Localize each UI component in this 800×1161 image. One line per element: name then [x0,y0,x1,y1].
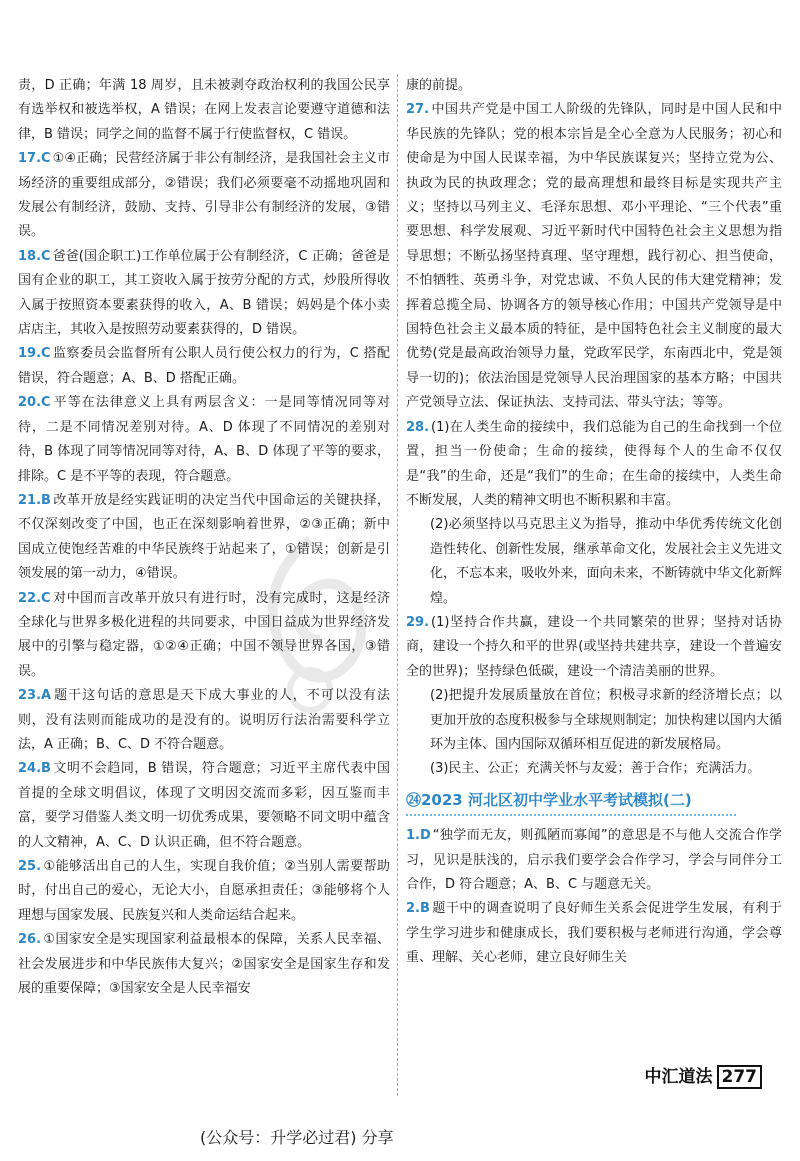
answer-item [406,416,782,514]
answer-item [406,513,782,611]
section-title: ㉔2023 河北区初中学业水平考试模拟(二) [406,788,736,816]
answer-text: 平等在法律意义上具有两层含义：一是同等情况同等对待，二是不同情况差别对待。A、D 体现了不同情况的差别对待，B 体现了同等情况同等对待，A、B、D 体现了平等的要求，排除。C 是不平等的表现，符合题意。 [18,395,390,484]
answer-item [406,611,782,684]
answer-number: 26. [18,932,42,948]
answer-item [18,147,390,245]
answer-text: 监察委员会监督所有公职人员行使公权力的行为，C 搭配错误，符合题意；A、B、D 搭配正确。 [18,346,390,386]
answer-item [406,98,782,415]
answer-item [18,489,390,587]
answer-text: (1)坚持合作共赢，建设一个共同繁荣的世界；坚持对话协商，建设一个持久和平的世界(或坚持共建共享，建设一个普遍安全的世界)；坚持绿色低碳，建设一个清洁美丽的世界。 [406,614,782,679]
answer-text: 中国共产党是中国工人阶级的先锋队，同时是中国人民和中华民族的先锋队；党的根本宗旨是全心全意为人民服务；初心和使命是为中国人民谋幸福，为中华民族谋复兴；坚持立党为公、执政为民的执政理念；党的最高理想和最终目标是实现共产主义；坚持以马列主义、毛泽东思想、邓小平理论、“三个代表”重要思想、科学发展观、习近平新时代中国特色社会主义思想为指导思想；不断弘扬坚持真理、坚守理想，践行初心、担当使命，不怕牺牲、英勇斗争，对党忠诚、不负人民的伟大建党精神；发挥着总揽全局、协调各方的领导核心作用；中国共产党领导是中国特色社会主义最本质的特征，是中国特色社会主义制度的最大优势(党是最高政治领导力量，党政军民学，东南西北中，党是领导一切的)；依法治国是党领导人民治理国家的基本方略；中国共产党领导立法、保证执法、支持司法、带头守法；等等。 [406,102,782,411]
answer-item [18,928,390,1001]
answer-item [18,684,390,757]
answer-text: 责，D 正确；年满 18 周岁，且未被剥夺政治权利的我国公民享有选举权和被选举权，A 错误；在网上发表言论要遵守道德和法律，B 错误；同学之间的监督不属于行使监督权，C 错误。 [18,78,390,142]
answer-number: 25. [18,859,42,874]
answer-number: 24.B [18,761,51,777]
answer-number: 22.C [18,590,51,606]
answer-item [406,757,782,781]
answer-number: 21.B [18,492,51,508]
answer-item [406,684,782,757]
answer-text: 题干中的调查说明了良好师生关系会促进学生发展，有利于学生学习进步和健康成长，我们要积极与老师进行沟通，学会尊重、理解、关心老师，建立良好师生关 [406,901,782,966]
footer-brand [645,1062,763,1087]
answer-text: 改革开放是经实践证明的决定当代中国命运的关键抉择，不仅深刻改变了中国，也正在深刻影响着世界，②③正确；新中国成立使饱经苦难的中华民族终于站起来了，①错误；创新是引领发展的第一动力，④错误。 [18,492,390,582]
answer-text: “独学而无友，则孤陋而寡闻”的意思是不与他人交流合作学习，见识是肤浅的，启示我们要学会合作学习，学会与同伴分工合作，D 符合题意；A、B、C 与题意无关。 [406,828,782,892]
answer-number: 17.C [18,151,51,167]
answer-number: 29. [406,614,430,630]
answer-item [18,74,390,147]
answer-number: 19.C [18,346,51,362]
answer-number: 2.B [406,901,430,917]
page-number: 277 [717,1065,763,1089]
answer-text: ①能够活出自己的人生，实现自我价值；②当别人需要帮助时，付出自己的爱心，无论大小，自愿承担责任；③能够将个人理想与国家发展、民族复兴和人类命运结合起来。 [18,859,390,923]
answer-text: 题干这句话的意思是天下成大事业的人，不可以没有法则，没有法则而能成功的是没有的。说明厉行法治需要科学立法，A 正确；B、C、D 不符合题意。 [18,688,390,752]
answer-number: 1.D [406,828,431,844]
left-column [18,74,390,1001]
answer-text: 对中国而言改革开放只有进行时，没有完成时，这是经济全球化与世界多极化进程的共同要求，中国日益成为世界经济发展中的引擎与稳定器，①②④正确；中国不领导世界各国，③错误。 [18,590,390,679]
right-column [406,74,782,971]
answer-number: 20.C [18,395,51,411]
column-divider [397,74,398,1096]
answer-number: 23.A [18,688,52,704]
answer-item [18,757,390,855]
answer-text: (2)必须坚持以马克思主义为指导，推动中华优秀传统文化创造性转化、创新性发展，继承革命文化，发展社会主义先进文化，不忘本来，吸收外来，面向未来，不断铸就中华文化新辉煌。 [430,517,782,606]
answer-item [18,342,390,391]
answer-text: ①④正确；民营经济属于非公有制经济，是我国社会主义市场经济的重要组成部分，②错误；我们必须要毫不动摇地巩固和发展公有制经济，鼓励、支持、引导非公有制经济的发展，③错误。 [18,151,390,240]
answer-text: 康的前提。 [406,78,472,93]
answer-text: (2)把提升发展质量放在首位；积极寻求新的经济增长点；以更加开放的态度积极参与全球规则制定；加快构建以国内大循环为主体、国内国际双循环相互促进的新发展格局。 [430,688,782,752]
answer-item [18,855,390,928]
brand-name: 中汇道法 [644,1067,713,1087]
answer-text: ①国家安全是实现国家利益最根本的保障，关系人民幸福、社会发展进步和中华民族伟大复兴；②国家安全是国家生存和发展的重要保障；③国家安全是人民幸福安 [18,932,390,997]
answer-item [406,824,782,897]
footer-share-note: (公众号：升学必过君) 分享 [200,1128,394,1147]
answer-text: (1)在人类生命的接续中，我们总能为自己的生命找到一个位置，担当一份使命；生命的接续，使得每个人的生命不仅仅是“我”的生命，还是“我们”的生命；在生命的接续中，人类生命不断发展，人类的精神文明也不断积累和丰富。 [406,419,782,508]
answer-item [406,74,782,98]
answer-number: 18.C [18,248,51,264]
answer-item [18,245,390,343]
answer-item [18,587,390,685]
answer-item [18,391,390,489]
answer-text: (3)民主、公正；充满关怀与友爱；善于合作；充满活力。 [430,761,761,777]
answer-number: 28. [406,419,430,435]
answer-text: 爸爸(国企职工)工作单位属于公有制经济，C 正确；爸爸是国有企业的职工，其工资收入属于按劳分配的方式，炒股所得收入属于按照资本要素获得的收入，A、B 错误；妈妈是个体小卖店店主，其收入是按照劳动要素获得的，D 错误。 [18,248,390,338]
answer-item [406,897,782,970]
answer-text: 文明不会趋同，B 错误，符合题意；习近平主席代表中国首提的全球文明倡议，体现了文明因交流而多彩，因互鉴而丰富，要学习借鉴人类文明一切优秀成果，要领略不同文明中蕴含的人文精神，A、C、D 认识正确，但不符合题意。 [18,761,390,850]
answer-number: 27. [406,102,430,118]
